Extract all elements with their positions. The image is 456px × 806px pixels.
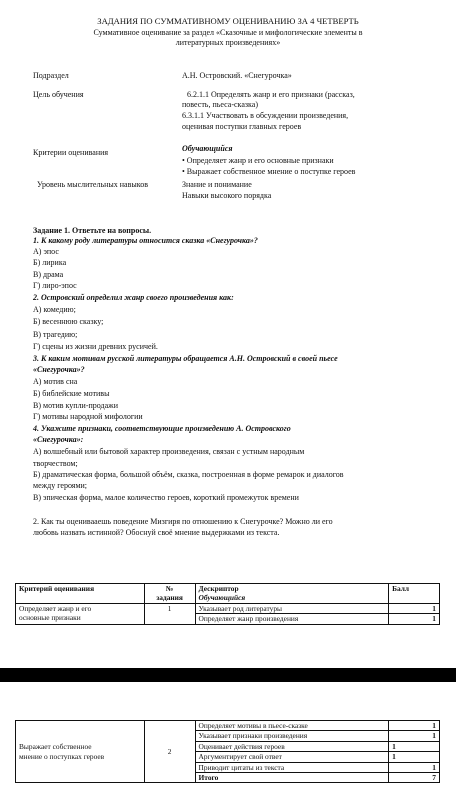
goal-line-1: 6.2.1.1 Определять жанр и его признаки (рассказ, <box>187 90 355 99</box>
answer-4b-line-2: между героями; <box>33 481 88 490</box>
answer-4a-line-2: творчеством; <box>33 459 78 468</box>
answer-1b: Б) лирика <box>33 258 67 267</box>
answer-4c: В) эпическая форма, малое количество героев, короткий промежуток времени <box>33 493 299 502</box>
answer-3c: В) мотив купли-продажи <box>33 401 118 410</box>
descriptor-cell: Аргументирует свой ответ <box>195 752 389 762</box>
header-score: Балл <box>389 584 440 604</box>
answer-1c: В) драма <box>33 270 64 279</box>
descriptor-cell: Оценивает действия героев <box>195 741 389 751</box>
score-cell: 1 <box>389 752 440 762</box>
assessment-table-2 <box>15 720 440 783</box>
answer-4a-line-1: А) волшебный или бытовой характер произведения, связан с устным народным <box>33 447 305 456</box>
table-row <box>16 603 440 613</box>
descriptor-cell: Приводит цитаты из текста <box>195 762 389 772</box>
score-cell: 1 <box>389 731 440 741</box>
answer-1a: А) эпос <box>33 247 59 256</box>
criterion-line-1: Выражает собственное <box>19 742 92 752</box>
criterion-line-2: основные признаки <box>19 613 81 623</box>
score-cell: 1 <box>389 614 440 624</box>
subtitle-line-2: литературных произведениях» <box>175 38 281 47</box>
task-number-cell: 1 <box>144 603 195 624</box>
answer-3a: А) мотив сна <box>33 377 78 386</box>
table-header-row <box>16 584 440 604</box>
score-cell: 1 <box>389 721 440 731</box>
score-cell: 1 <box>389 603 440 613</box>
page-break-bar <box>0 668 456 682</box>
header-desc-label: Дескриптор <box>198 584 239 593</box>
goal-line-2: повесть, пьеса-сказка) <box>182 100 259 109</box>
criterion-cell <box>16 603 145 624</box>
criterion-line-1: Определяет жанр и его <box>19 603 92 613</box>
level-value-2: Навыки высокого порядка <box>182 191 272 200</box>
answer-2c: В) трагедию; <box>33 330 78 339</box>
answer-3b: Б) библейские мотивы <box>33 389 110 398</box>
subsection-label: Подраздел <box>33 71 69 80</box>
assessment-table-1 <box>15 583 440 625</box>
table-row <box>16 721 440 731</box>
total-value: 7 <box>389 773 440 783</box>
descriptor-cell: Указывает признаки произведения <box>195 731 389 741</box>
goal-line-4: оценивая поступки главных героев <box>182 122 302 131</box>
question-1: 1. К какому роду литературы относится сказка «Снегурочка»? <box>33 236 258 245</box>
header-criterion: Критерий оценивания <box>16 584 145 604</box>
level-value-1: Знание и понимание <box>182 180 252 189</box>
descriptor-cell: Указывает род литературы <box>195 603 389 613</box>
descriptor-cell: Определяет мотивы в пьесе-сказке <box>195 721 389 731</box>
question-3-line-2: «Снегурочка»? <box>33 365 85 374</box>
header-num-label: № <box>165 584 174 593</box>
question-2: 2. Островский определил жанр своего произведения как: <box>33 293 234 302</box>
descriptor-cell: Определяет жанр произведения <box>195 614 389 624</box>
page-title: ЗАДАНИЯ ПО СУММАТИВНОМУ ОЦЕНИВАНИЮ ЗА 4 ЧЕТВЕРТЬ <box>97 16 359 26</box>
header-desc-sub: Обучающийся <box>198 593 246 603</box>
criteria-label: Критерии оценивания <box>33 148 109 157</box>
answer-4b-line-1: Б) драматическая форма, большой объём, сказка, построенная в форме ремарок и диалогов <box>33 470 344 479</box>
answer-1d: Г) лиро-эпос <box>33 281 77 290</box>
answer-2b: Б) весеннюю сказку; <box>33 317 104 326</box>
header-descriptor <box>195 584 389 604</box>
question-open-line-2: любовь назвать истинной? Обоснуй своё мнение выдержками из текста. <box>33 528 280 537</box>
total-label: Итого <box>195 773 389 783</box>
level-label: Уровень мыслительных навыков <box>37 180 149 189</box>
answer-3d: Г) мотивы народной мифологии <box>33 412 143 421</box>
question-3-line-1: 3. К каким мотивам русской литературы обращается А.Н. Островский в своей пьесе <box>33 354 338 363</box>
header-task-number <box>144 584 195 604</box>
score-cell: 1 <box>389 762 440 772</box>
task-number-cell: 2 <box>144 721 195 783</box>
criterion-cell <box>16 721 145 783</box>
score-cell: 1 <box>389 741 440 751</box>
answer-2a: А) комедию; <box>33 305 76 314</box>
subtitle-line-1: Суммативное оценивание за раздел «Сказочные и мифологические элементы в <box>93 28 363 37</box>
question-4-line-1: 4. Укажите признаки, соответствующие произведению А. Островского <box>33 424 291 433</box>
header-num-sub: задания <box>156 593 183 603</box>
goal-label: Цель обучения <box>33 90 84 99</box>
criteria-heading: Обучающийся <box>182 144 233 153</box>
question-4-line-2: «Снегурочка»: <box>33 435 84 444</box>
subsection-value: А.Н. Островский. «Снегурочка» <box>182 71 292 80</box>
criteria-item-1: • Определяет жанр и его основные признаки <box>182 156 334 165</box>
question-open-line-1: 2. Как ты оценивааешь поведение Мизгиря по отношению к Снегурочке? Можно ли его <box>33 517 333 526</box>
task-heading: Задание 1. Ответьте на вопросы. <box>33 226 152 235</box>
criterion-line-2: мнение о поступках героев <box>19 751 105 761</box>
goal-line-3: 6.3.1.1 Участвовать в обсуждении произведения, <box>182 111 349 120</box>
answer-2d: Г) сцены из жизни древних русичей. <box>33 342 158 351</box>
criteria-item-2: • Выражает собственное мнение о поступке героев <box>182 167 356 176</box>
